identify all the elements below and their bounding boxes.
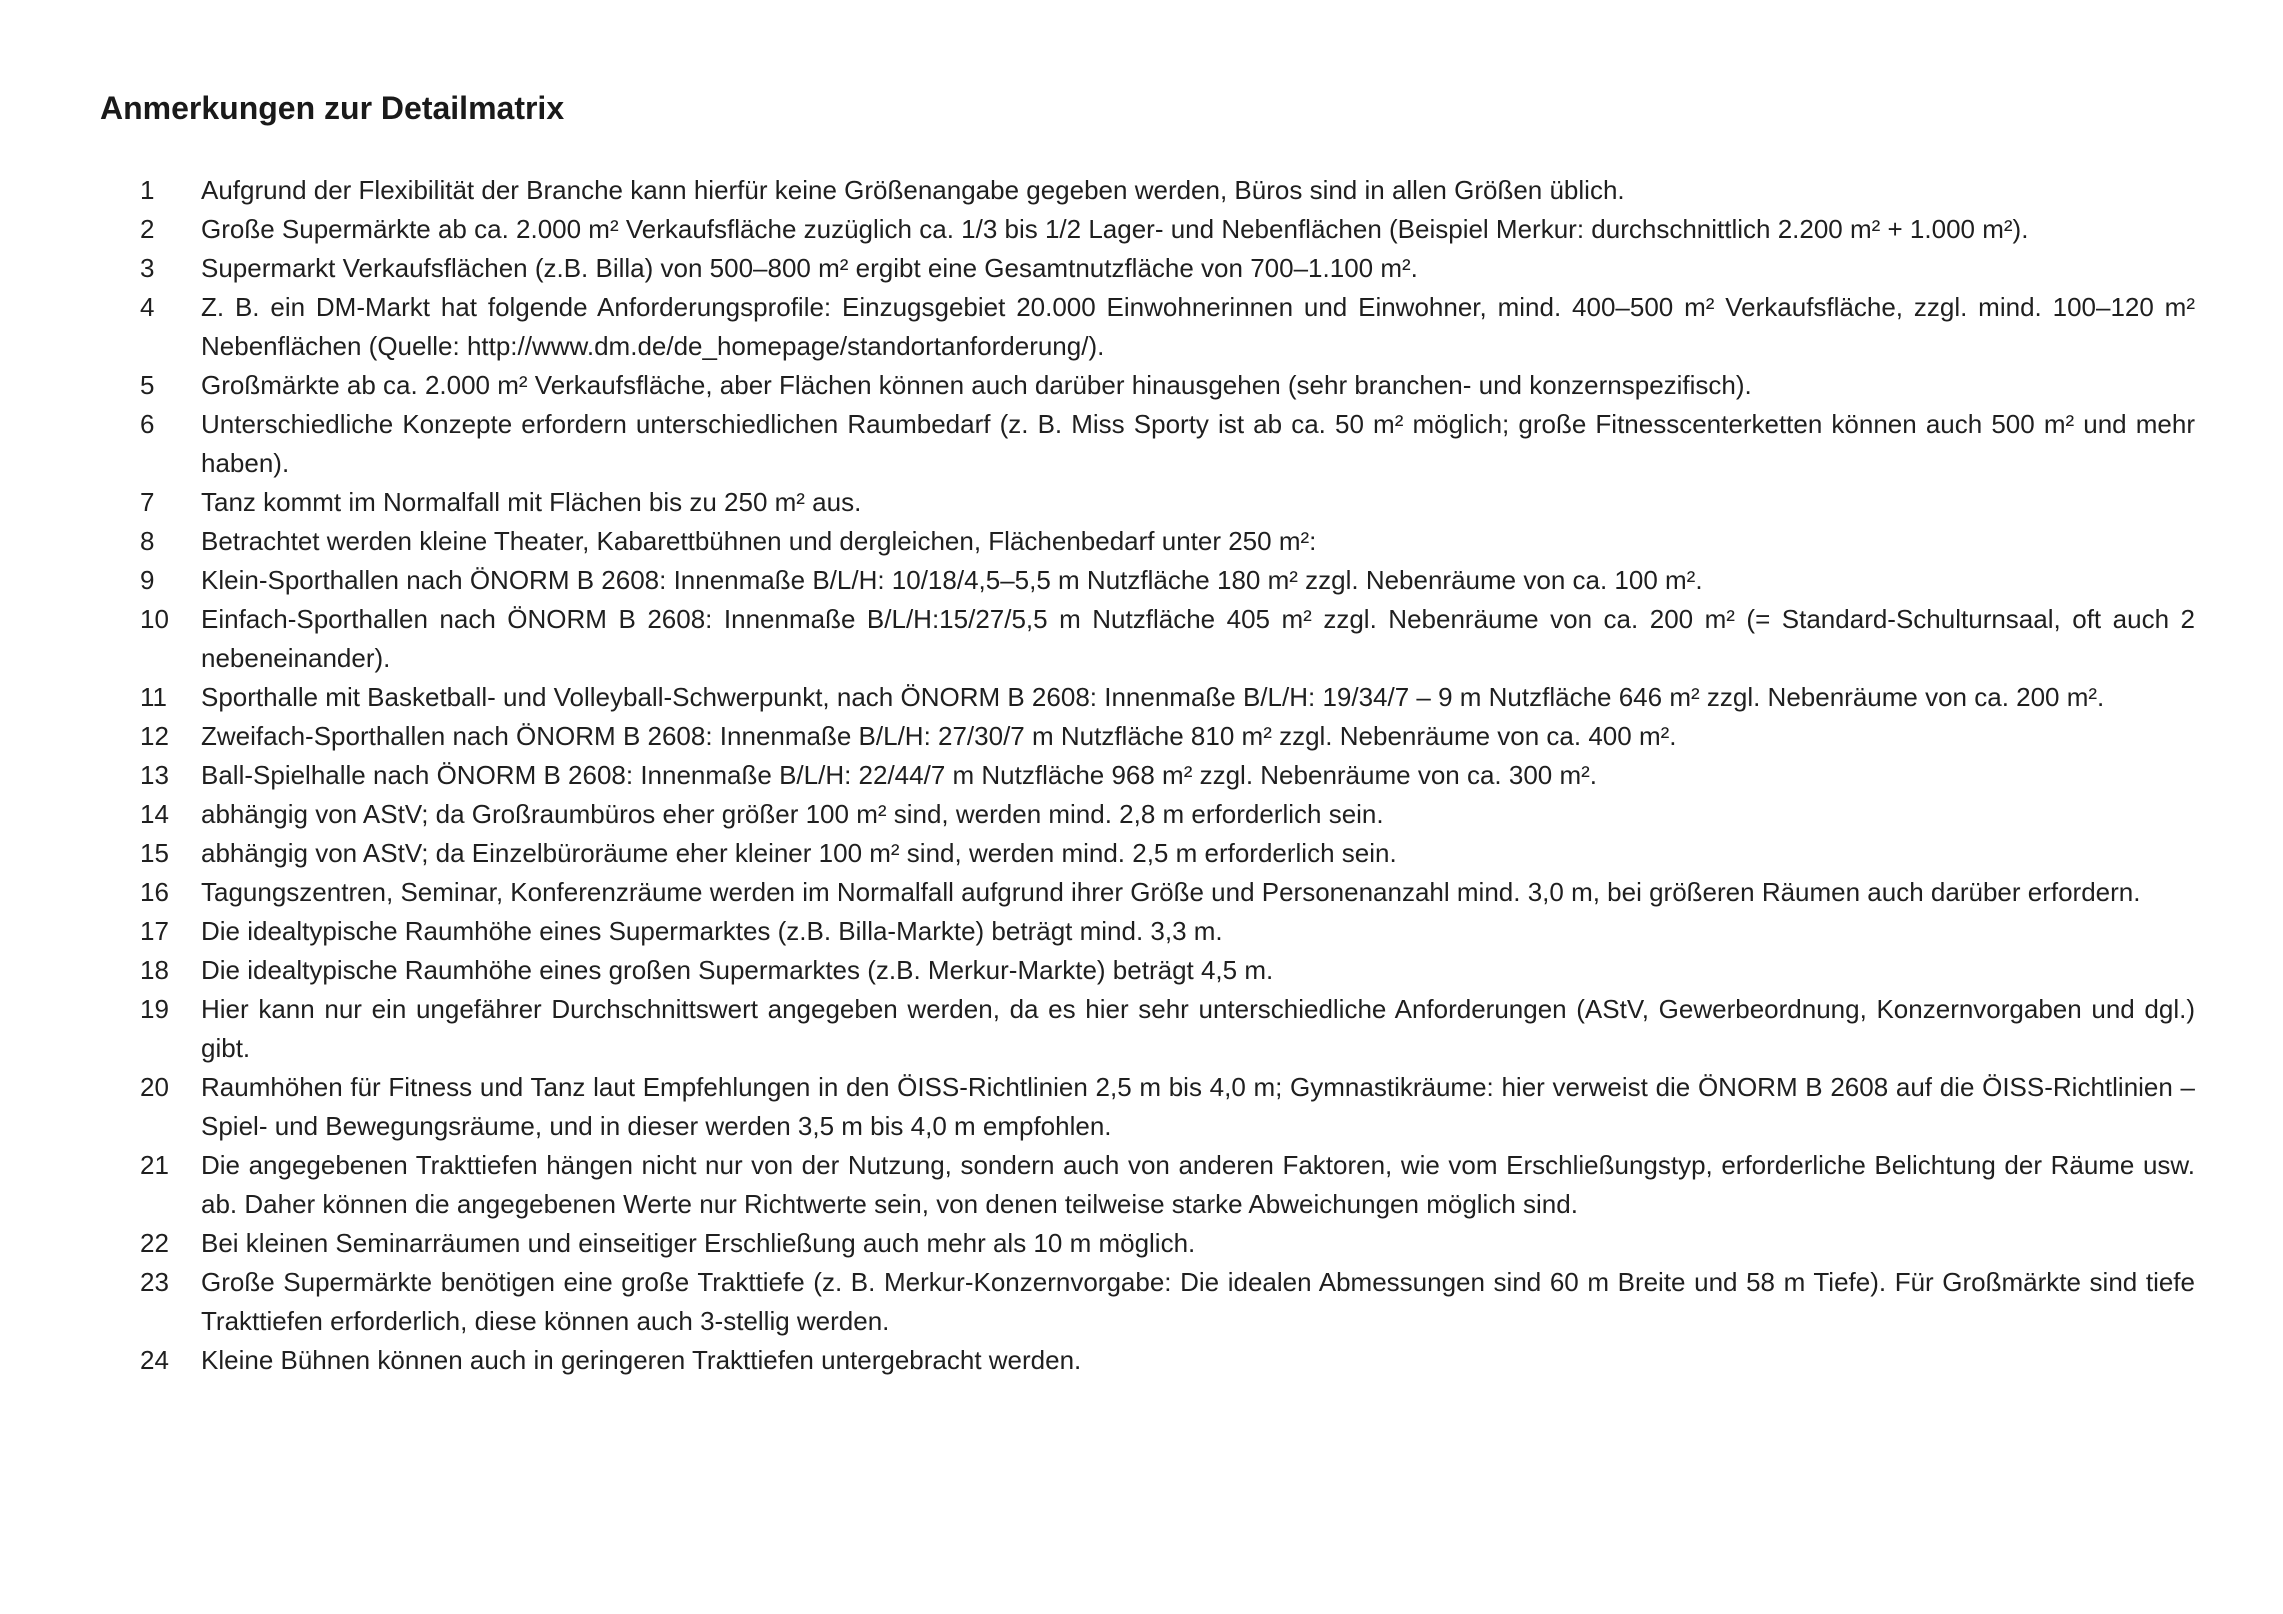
note-item bbox=[100, 795, 2195, 834]
note-number: 8 bbox=[140, 526, 155, 556]
note-text: Hier kann nur ein ungefährer Durchschnittswert angegeben werden, da es hier sehr unterschiedliche Anforderungen (AStV, Gewerbeordnung, Konzernvorgaben und dgl.) gibt. bbox=[201, 994, 2195, 1063]
note-item bbox=[100, 405, 2195, 483]
note-item bbox=[100, 912, 2195, 951]
note-item bbox=[100, 366, 2195, 405]
note-text: abhängig von AStV; da Einzelbüroräume eher kleiner 100 m² sind, werden mind. 2,5 m erforderlich sein. bbox=[201, 838, 1397, 868]
note-item bbox=[100, 1341, 2195, 1380]
note-number: 15 bbox=[140, 838, 169, 868]
note-number: 16 bbox=[140, 877, 169, 907]
note-item bbox=[100, 561, 2195, 600]
note-number: 24 bbox=[140, 1345, 169, 1375]
note-number: 10 bbox=[140, 604, 169, 634]
note-number: 18 bbox=[140, 955, 169, 985]
notes-list bbox=[100, 171, 2195, 1380]
note-text: Tagungszentren, Seminar, Konferenzräume werden im Normalfall aufgrund ihrer Größe und Personenanzahl mind. 3,0 m, bei größeren Räumen auch darüber erfordern. bbox=[201, 877, 2141, 907]
note-text: Große Supermärkte benötigen eine große Trakttiefe (z. B. Merkur-Konzernvorgabe: Die idealen Abmessungen sind 60 m Breite und 58 m Tiefe). Für Großmärkte sind tiefe Trakttiefen erforderlich, diese können auch 3-stellig werden. bbox=[201, 1267, 2195, 1336]
note-text: abhängig von AStV; da Großraumbüros eher größer 100 m² sind, werden mind. 2,8 m erforderlich sein. bbox=[201, 799, 1384, 829]
page-title: Anmerkungen zur Detailmatrix bbox=[100, 90, 565, 126]
note-text: Sporthalle mit Basketball- und Volleyball-Schwerpunkt, nach ÖNORM B 2608: Innenmaße B/L/H: 19/34/7 – 9 m Nutzfläche 646 m² zzgl. Nebenräume von ca. 200 m². bbox=[201, 682, 2105, 712]
note-number: 13 bbox=[140, 760, 169, 790]
note-item bbox=[100, 678, 2195, 717]
note-item bbox=[100, 951, 2195, 990]
note-text: Großmärkte ab ca. 2.000 m² Verkaufsfläche, aber Flächen können auch darüber hinausgehen (sehr branchen- und konzernspezifisch). bbox=[201, 370, 1752, 400]
note-item bbox=[100, 1146, 2195, 1224]
document-page bbox=[100, 90, 2195, 1380]
note-text: Bei kleinen Seminarräumen und einseitiger Erschließung auch mehr als 10 m möglich. bbox=[201, 1228, 1196, 1258]
note-number: 9 bbox=[140, 565, 155, 595]
note-text: Betrachtet werden kleine Theater, Kabarettbühnen und dergleichen, Flächenbedarf unter 250 m²: bbox=[201, 526, 1317, 556]
note-number: 21 bbox=[140, 1150, 169, 1180]
note-text: Supermarkt Verkaufsflächen (z.B. Billa) von 500–800 m² ergibt eine Gesamtnutzfläche von 700–1.100 m². bbox=[201, 253, 1418, 283]
note-item bbox=[100, 834, 2195, 873]
note-number: 12 bbox=[140, 721, 169, 751]
note-item bbox=[100, 210, 2195, 249]
note-text: Tanz kommt im Normalfall mit Flächen bis zu 250 m² aus. bbox=[201, 487, 862, 517]
note-number: 3 bbox=[140, 253, 155, 283]
note-text: Raumhöhen für Fitness und Tanz laut Empfehlungen in den ÖISS-Richtlinien 2,5 m bis 4,0 m; Gymnastikräume: hier verweist die ÖNORM B 2608 auf die ÖISS-Richtlinien – Spiel- und Bewegungsräume, und in dieser werden 3,5 m bis 4,0 m empfohlen. bbox=[201, 1072, 2195, 1141]
note-item bbox=[100, 756, 2195, 795]
note-text: Kleine Bühnen können auch in geringeren Trakttiefen untergebracht werden. bbox=[201, 1345, 1082, 1375]
note-text: Klein-Sporthallen nach ÖNORM B 2608: Innenmaße B/L/H: 10/18/4,5–5,5 m Nutzfläche 180 m² zzgl. Nebenräume von ca. 100 m². bbox=[201, 565, 1703, 595]
note-text: Z. B. ein DM-Markt hat folgende Anforderungsprofile: Einzugsgebiet 20.000 Einwohnerinnen und Einwohner, mind. 400–500 m² Verkaufsfläche, zzgl. mind. 100–120 m² Nebenflächen (Quelle: http://www.dm.de/de_homepage/standortanforderung/). bbox=[201, 292, 2195, 361]
note-item bbox=[100, 522, 2195, 561]
note-number: 14 bbox=[140, 799, 169, 829]
note-text: Große Supermärkte ab ca. 2.000 m² Verkaufsfläche zuzüglich ca. 1/3 bis 1/2 Lager- und Nebenflächen (Beispiel Merkur: durchschnittlich 2.200 m² + 1.000 m²). bbox=[201, 214, 2029, 244]
note-text: Zweifach-Sporthallen nach ÖNORM B 2608: Innenmaße B/L/H: 27/30/7 m Nutzfläche 810 m² zzgl. Nebenräume von ca. 400 m². bbox=[201, 721, 1677, 751]
note-number: 5 bbox=[140, 370, 155, 400]
note-number: 20 bbox=[140, 1072, 169, 1102]
note-item bbox=[100, 483, 2195, 522]
note-text: Einfach-Sporthallen nach ÖNORM B 2608: Innenmaße B/L/H:15/27/5,5 m Nutzfläche 405 m² zzgl. Nebenräume von ca. 200 m² (= Standard-Schulturnsaal, oft auch 2 nebeneinander). bbox=[201, 604, 2195, 673]
note-text: Die angegebenen Trakttiefen hängen nicht nur von der Nutzung, sondern auch von anderen Faktoren, wie vom Erschließungstyp, erforderliche Belichtung der Räume usw. ab. Daher können die angegebenen Werte nur Richtwerte sein, von denen teilweise starke Abweichungen möglich sind. bbox=[201, 1150, 2195, 1219]
note-item bbox=[100, 1263, 2195, 1341]
note-number: 2 bbox=[140, 214, 155, 244]
note-number: 7 bbox=[140, 487, 155, 517]
note-text: Die idealtypische Raumhöhe eines großen Supermarktes (z.B. Merkur-Markte) beträgt 4,5 m. bbox=[201, 955, 1274, 985]
note-item bbox=[100, 1224, 2195, 1263]
note-text: Die idealtypische Raumhöhe eines Supermarktes (z.B. Billa-Markte) beträgt mind. 3,3 m. bbox=[201, 916, 1223, 946]
note-item bbox=[100, 990, 2195, 1068]
note-text: Ball-Spielhalle nach ÖNORM B 2608: Innenmaße B/L/H: 22/44/7 m Nutzfläche 968 m² zzgl. Nebenräume von ca. 300 m². bbox=[201, 760, 1598, 790]
note-number: 17 bbox=[140, 916, 169, 946]
note-text: Unterschiedliche Konzepte erfordern unterschiedlichen Raumbedarf (z. B. Miss Sporty ist ab ca. 50 m² möglich; große Fitnesscenterketten können auch 500 m² und mehr haben). bbox=[201, 409, 2195, 478]
note-item bbox=[100, 873, 2195, 912]
note-item bbox=[100, 249, 2195, 288]
note-number: 4 bbox=[140, 292, 155, 322]
note-number: 23 bbox=[140, 1267, 169, 1297]
note-item bbox=[100, 1068, 2195, 1146]
note-number: 19 bbox=[140, 994, 169, 1024]
note-number: 6 bbox=[140, 409, 155, 439]
note-item bbox=[100, 171, 2195, 210]
note-number: 11 bbox=[140, 682, 167, 712]
note-item bbox=[100, 600, 2195, 678]
note-number: 1 bbox=[140, 175, 155, 205]
note-item bbox=[100, 288, 2195, 366]
note-item bbox=[100, 717, 2195, 756]
note-text: Aufgrund der Flexibilität der Branche kann hierfür keine Größenangabe gegeben werden, Büros sind in allen Größen üblich. bbox=[201, 175, 1625, 205]
note-number: 22 bbox=[140, 1228, 169, 1258]
